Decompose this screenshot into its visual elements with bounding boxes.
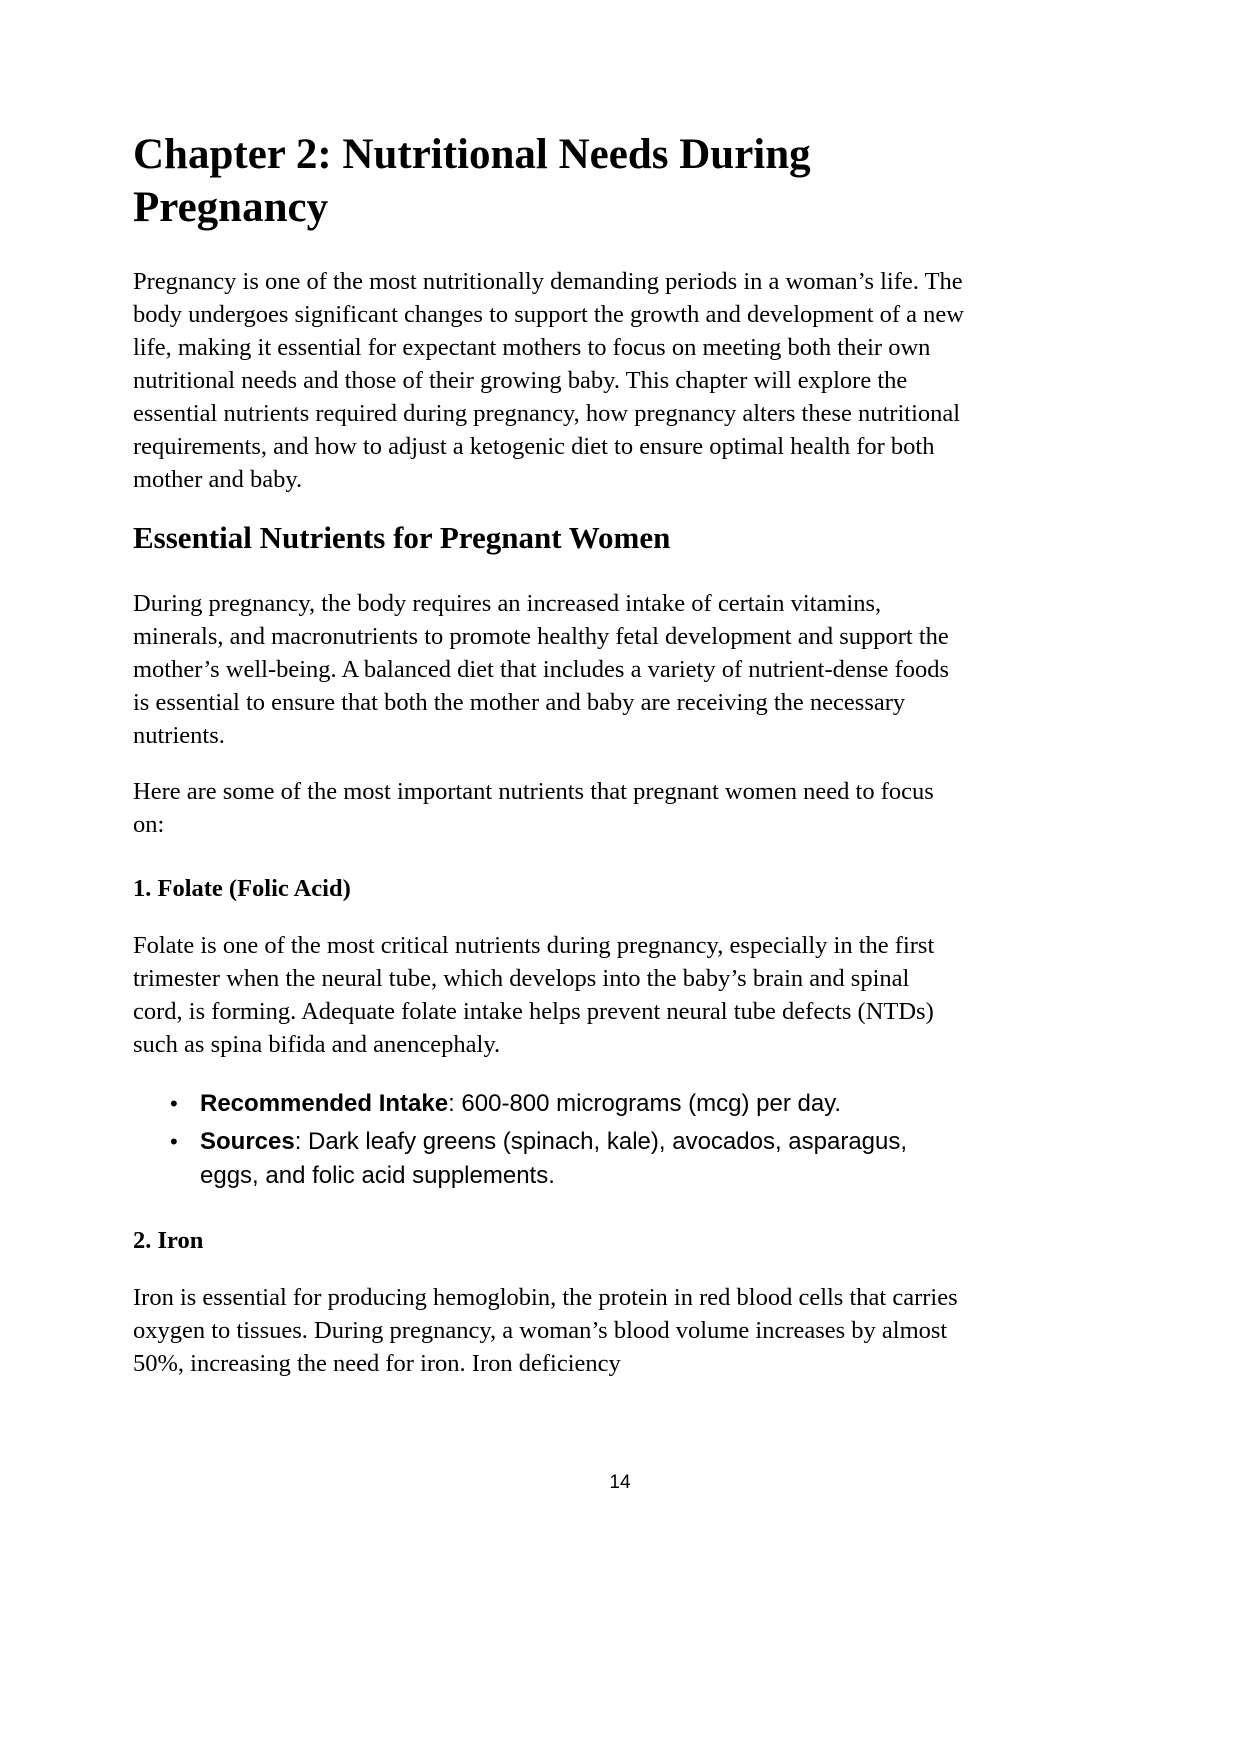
bullet-recommended-intake-label: Recommended Intake bbox=[200, 1090, 449, 1118]
focus-paragraph: Here are some of the most important nutrients that pregnant women need to focus on: bbox=[133, 778, 934, 839]
folate-paragraph: Folate is one of the most critical nutrients during pregnancy, especially in the first trimester when the neural tube, which develops into the baby’s brain and spinal cord, is forming. Adequate folate intake helps prevent neural tube defects (NTDs) such as spina bifida and anencephaly. bbox=[133, 932, 935, 1059]
document-content bbox=[133, 128, 965, 1380]
section-heading-essential-nutrients: Essential Nutrients for Pregnant Women bbox=[133, 519, 671, 555]
page-number: 14 bbox=[609, 1472, 631, 1493]
bullet-sources-label: Sources bbox=[200, 1128, 295, 1156]
bullet-recommended-intake-text: : 600-800 micrograms (mcg) per day. bbox=[448, 1090, 842, 1118]
subheading-folate: 1. Folate (Folic Acid) bbox=[133, 875, 351, 903]
intro-paragraph: Pregnancy is one of the most nutritionally demanding periods in a woman’s life. The body undergoes significant changes to support the growth and development of a new life, making it essential for expectant mothers to focus on meeting both their own nutritional needs and those of their growing baby. This chapter will explore the essential nutrients required during pregnancy, how pregnancy alters these nutritional requirements, and how to adjust a ketogenic diet to ensure optimal health for both mother and baby. bbox=[133, 267, 964, 493]
iron-paragraph: Iron is essential for producing hemoglobin, the protein in red blood cells that carries oxygen to tissues. During pregnancy, a woman’s blood volume increases by almost 50%, increasing the need for iron. Iron deficiency bbox=[133, 1284, 958, 1378]
subheading-iron: 2. Iron bbox=[133, 1227, 204, 1255]
bullet-recommended-intake bbox=[133, 1087, 965, 1121]
bullet-sources-text: : Dark leafy greens (spinach, kale), avocados, asparagus, eggs, and folic acid supplements. bbox=[200, 1128, 908, 1190]
folate-bullet-list bbox=[133, 1087, 965, 1193]
nutrients-paragraph: During pregnancy, the body requires an increased intake of certain vitamins, minerals, and macronutrients to promote healthy fetal development and support the mother’s well-being. A balanced diet that includes a variety of nutrient-dense foods is essential to ensure that both the mother and baby are receiving the necessary nutrients. bbox=[133, 590, 949, 750]
bullet-sources bbox=[133, 1125, 965, 1193]
chapter-title: Chapter 2: Nutritional Needs During Pregnancy bbox=[133, 131, 811, 232]
